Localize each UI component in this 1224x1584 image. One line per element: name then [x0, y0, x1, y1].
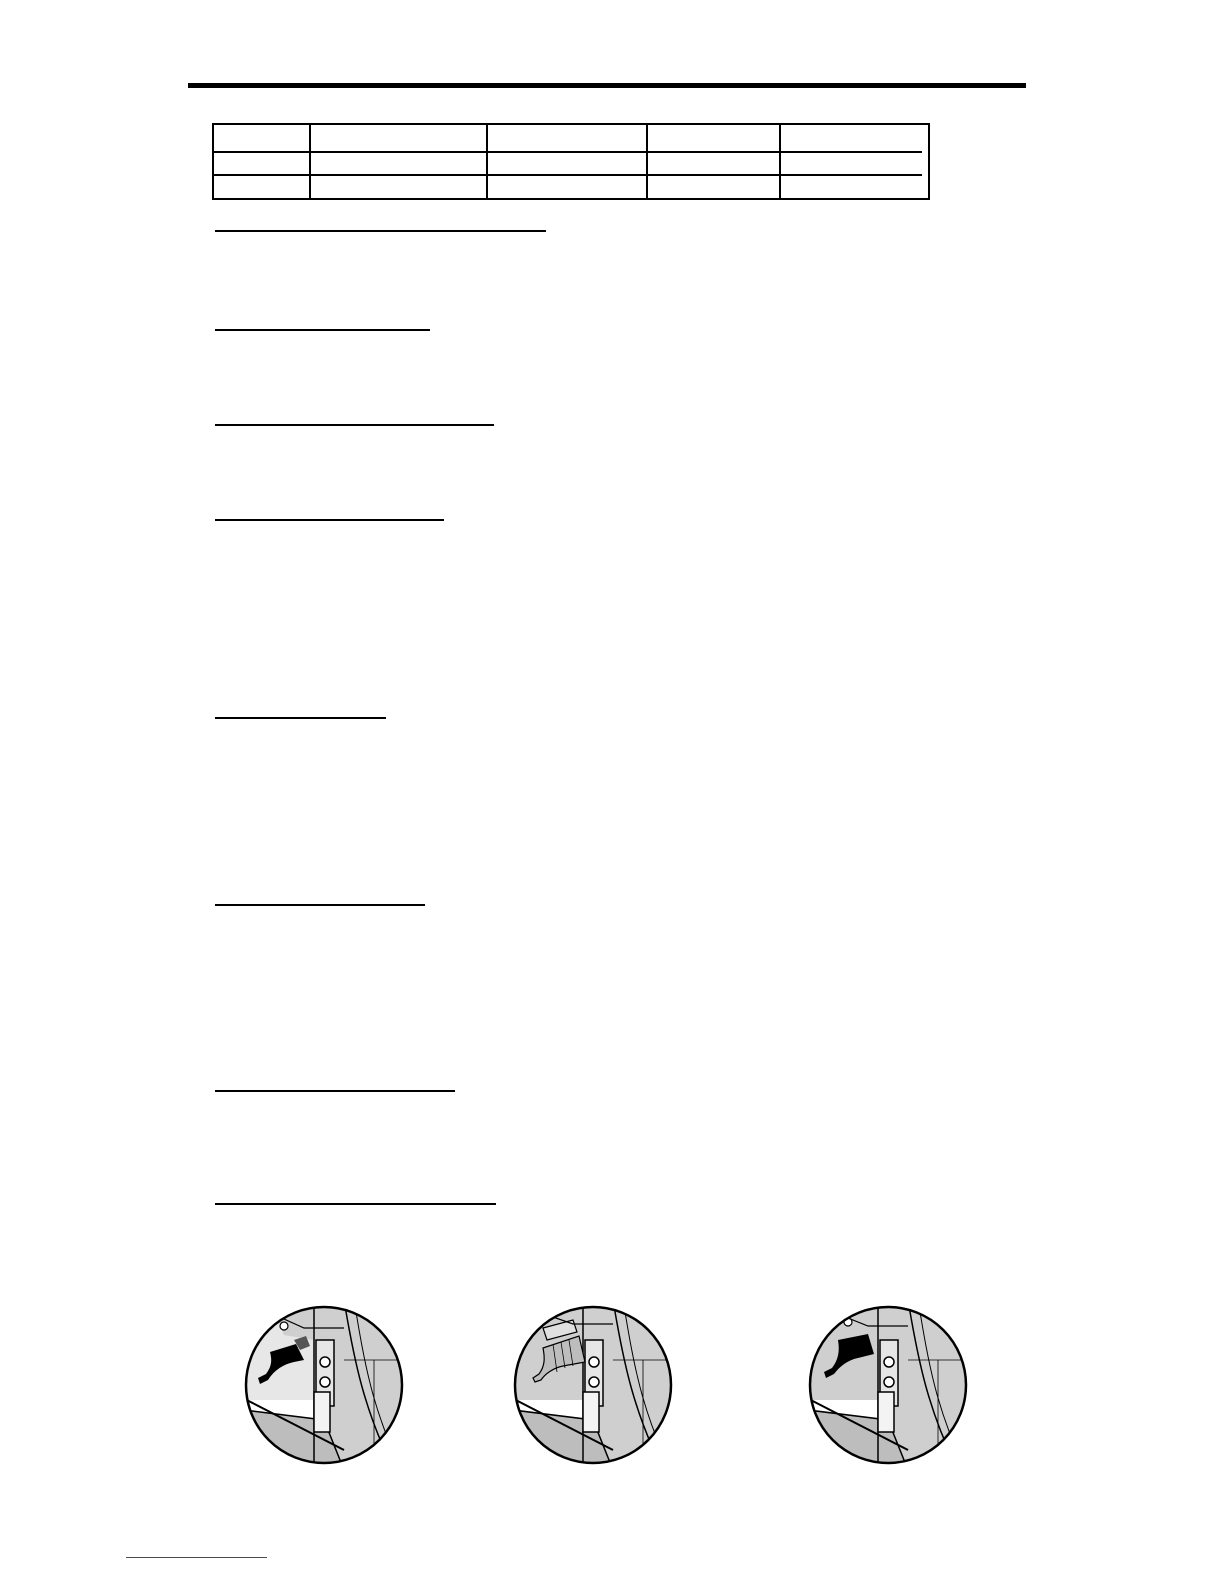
- section-heading-rule: [215, 1090, 455, 1092]
- table-column-divider: [309, 125, 311, 198]
- section-heading-rule: [215, 904, 425, 906]
- section-heading-rule: [215, 519, 444, 521]
- table-column-divider: [779, 125, 781, 198]
- footer-link-underline[interactable]: [126, 1557, 267, 1558]
- trigger-mechanism-detail-icon: [808, 1300, 968, 1470]
- table-row-divider: [214, 174, 922, 176]
- section-heading-rule: [215, 230, 546, 232]
- figure-trigger-detail-3: [808, 1300, 968, 1470]
- section-heading-rule: [215, 329, 430, 331]
- trigger-mechanism-detail-icon: [244, 1300, 404, 1470]
- table-row-divider: [214, 151, 922, 153]
- spec-table: [212, 123, 930, 200]
- section-heading-rule: [215, 1203, 496, 1205]
- figure-trigger-detail-2: [513, 1300, 673, 1470]
- figure-trigger-detail-1: [244, 1300, 404, 1470]
- trigger-mechanism-detail-icon: [513, 1300, 673, 1470]
- section-heading-rule: [215, 717, 386, 719]
- table-column-divider: [646, 125, 648, 198]
- table-column-divider: [486, 125, 488, 198]
- section-heading-rule: [215, 424, 494, 426]
- header-rule: [188, 83, 1026, 88]
